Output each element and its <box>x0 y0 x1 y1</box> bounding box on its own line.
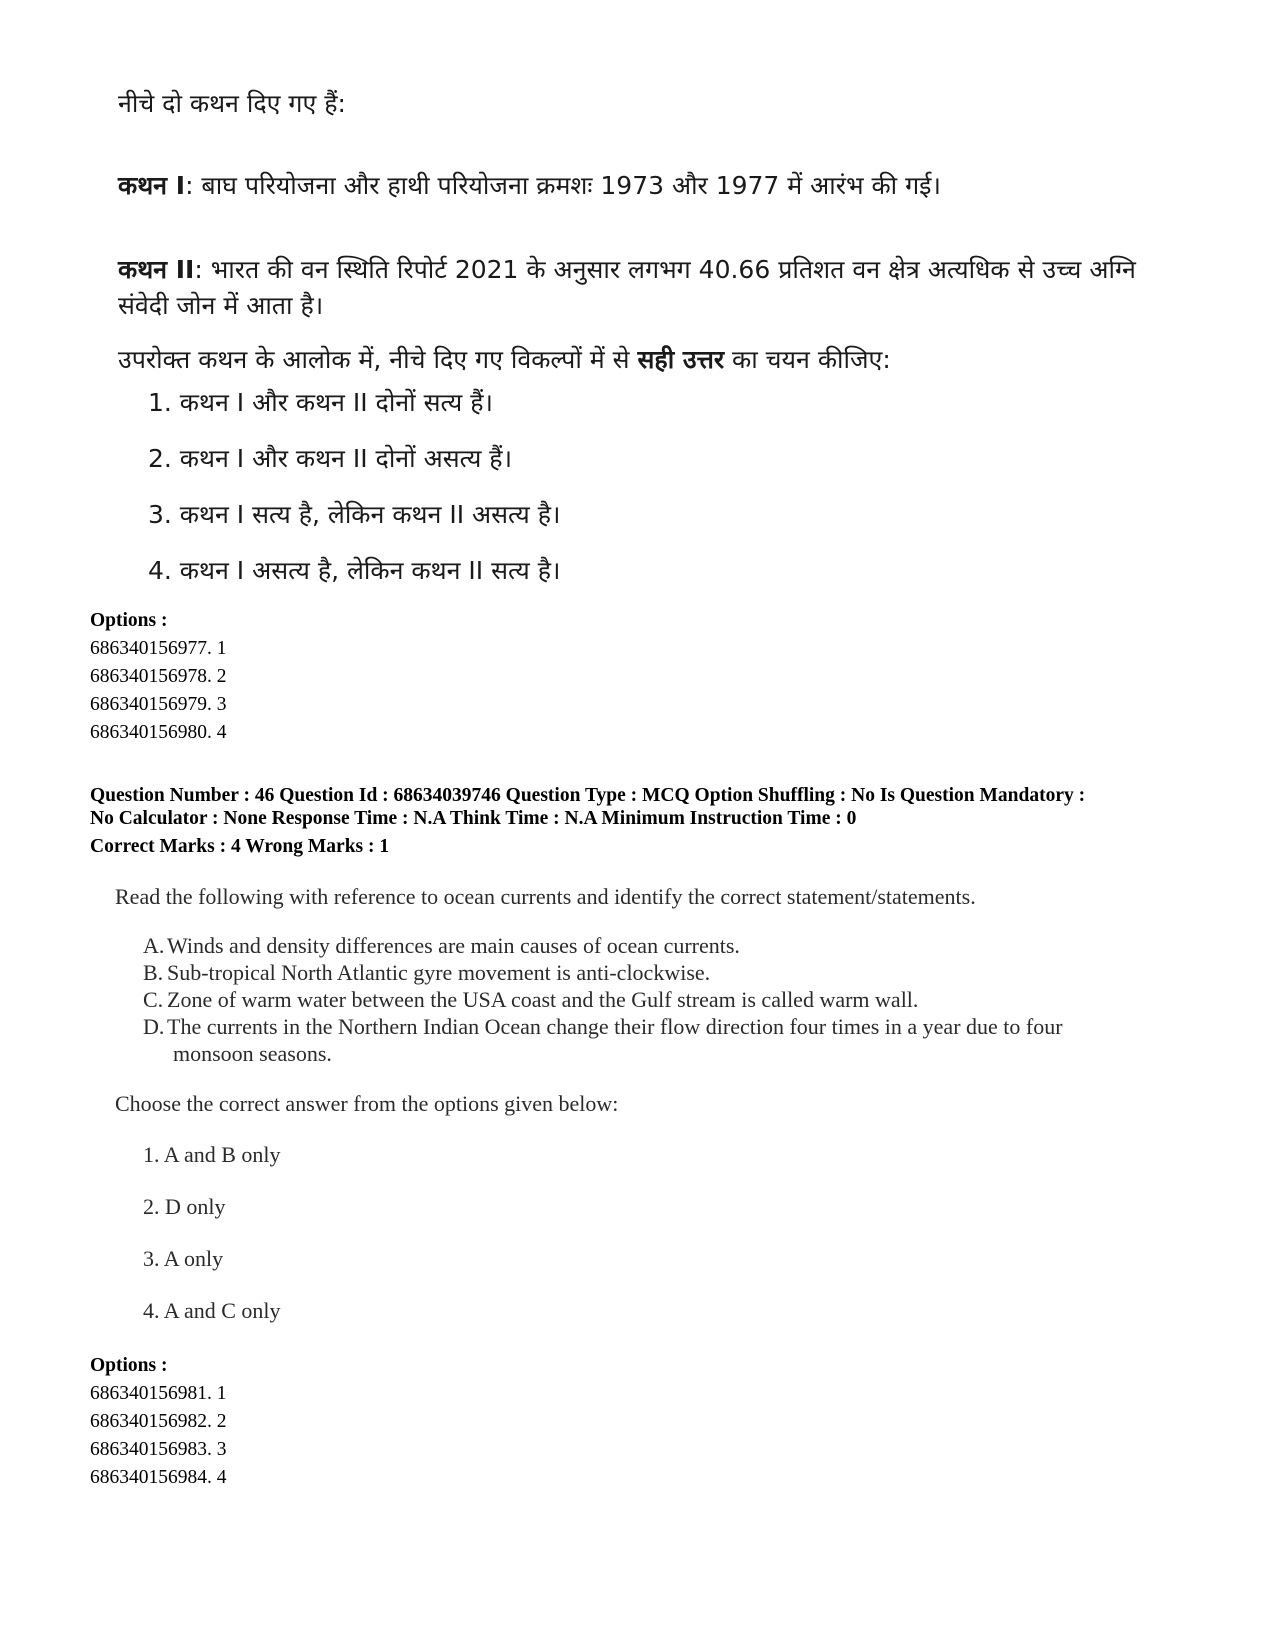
q46-statement-c <box>143 987 918 1013</box>
q46-option-id-3: 686340156983. 3 <box>90 1439 227 1460</box>
q45-choice-2: 2. कथन I और कथन II दोनों असत्य हैं। <box>148 444 513 473</box>
q46-statement-d-continued: monsoon seasons. <box>173 1041 332 1066</box>
q45-statement-1-label: कथन I <box>118 171 186 200</box>
q45-prompt-before: उपरोक्त कथन के आलोक में, नीचे दिए गए विकल्पों में से <box>118 345 638 374</box>
q46-choice-2: 2. D only <box>143 1194 226 1219</box>
q45-option-id-4: 686340156980. 4 <box>90 722 227 743</box>
q46-option-id-2: 686340156982. 2 <box>90 1411 227 1432</box>
q46-meta-line-1: Question Number : 46 Question Id : 68634039746 Question Type : MCQ Option Shuffling : No Is Question Mandatory : <box>90 785 1086 806</box>
q45-prompt-after: का चयन कीजिए: <box>724 345 891 374</box>
q46-statement-b <box>143 960 710 986</box>
q46-statement-a <box>143 933 740 959</box>
q45-choice-3: 3. कथन I सत्य है, लेकिन कथन II असत्य है। <box>148 500 561 529</box>
q46-statement-d <box>143 1014 1063 1040</box>
q46-statement-c-label: C. <box>143 987 164 1012</box>
q45-choice-1: 1. कथन I और कथन II दोनों सत्य हैं। <box>148 388 493 417</box>
q46-marks: Correct Marks : 4 Wrong Marks : 1 <box>90 836 390 857</box>
q46-statement-a-text: Winds and density differences are main causes of ocean currents. <box>167 933 740 958</box>
q46-statement-c-text: Zone of warm water between the USA coast and the Gulf stream is called warm wall. <box>167 987 919 1012</box>
q46-choice-3: 3. A only <box>143 1246 224 1271</box>
q46-choice-1: 1. A and B only <box>143 1142 281 1167</box>
q46-statement-b-text: Sub-tropical North Atlantic gyre movement is anti-clockwise. <box>167 960 711 985</box>
q45-option-id-2: 686340156978. 2 <box>90 666 227 687</box>
q46-meta-line-2: No Calculator : None Response Time : N.A Think Time : N.A Minimum Instruction Time : 0 <box>90 808 857 829</box>
q45-option-id-1: 686340156977. 1 <box>90 638 227 659</box>
q45-statement-2 <box>118 252 1158 324</box>
q46-options-label: Options : <box>90 1355 168 1376</box>
q46-statement-d-text: The currents in the Northern Indian Ocean change their flow direction four times in a year due to four <box>167 1014 1063 1039</box>
q45-choice-4: 4. कथन I असत्य है, लेकिन कथन II सत्य है। <box>148 556 561 585</box>
q45-statement-2-text: : भारत की वन स्थिति रिपोर्ट 2021 के अनुसार लगभग 40.66 प्रतिशत वन क्षेत्र अत्यधिक से उच्च अग्नि संवेदी जोन में आता है। <box>118 255 1136 320</box>
q46-option-id-1: 686340156981. 1 <box>90 1383 227 1404</box>
q46-option-id-4: 686340156984. 4 <box>90 1467 227 1488</box>
q46-statement-d-label: D. <box>143 1014 165 1039</box>
q45-statement-2-label: कथन II <box>118 255 195 284</box>
q45-option-id-3: 686340156979. 3 <box>90 694 227 715</box>
q45-statement-1 <box>118 168 941 202</box>
q45-prompt <box>118 342 891 376</box>
q45-options-label: Options : <box>90 610 168 631</box>
q46-choice-4: 4. A and C only <box>143 1298 281 1323</box>
q46-question: Read the following with reference to ocean currents and identify the correct statement/statements. <box>115 884 976 909</box>
q45-statement-1-text: : बाघ परियोजना और हाथी परियोजना क्रमशः 1973 और 1977 में आरंभ की गई। <box>185 171 941 200</box>
q46-statement-a-label: A. <box>143 933 165 958</box>
q45-prompt-bold: सही उत्तर <box>637 345 725 374</box>
q45-intro: नीचे दो कथन दिए गए हैं: <box>118 89 346 118</box>
q46-statement-b-label: B. <box>143 960 164 985</box>
q46-prompt: Choose the correct answer from the options given below: <box>115 1091 619 1116</box>
